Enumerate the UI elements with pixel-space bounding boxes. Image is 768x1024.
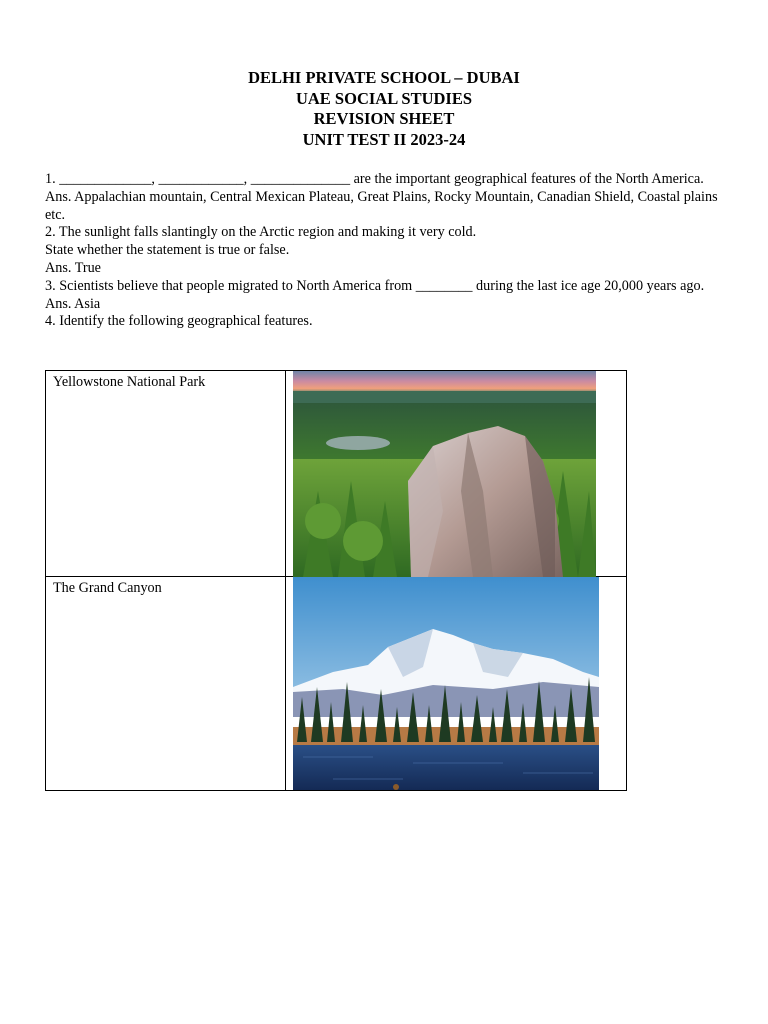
questions-section [45,171,725,331]
table-row [46,371,626,577]
question-2-instruction: State whether the statement is true or false. [45,242,290,259]
document-type: REVISION SHEET [313,109,455,128]
answer-1: Ans. Appalachian mountain, Central Mexican Plateau, Great Plains, Rocky Mountain, Canadian Shield, Coastal plains etc. [45,188,718,223]
answer-2: Ans. True [45,259,101,276]
snowy-mountain-lake-photo [293,577,599,790]
feature-label: Yellowstone National Park [46,371,286,576]
features-table [45,370,627,791]
table-row [46,577,626,790]
feature-image-cell [286,577,626,790]
rocky-forest-landscape-photo [293,371,596,577]
question-1: 1. _____________, ____________, ______________ are the important geographical features of the North America. [45,171,704,187]
feature-image-cell [286,371,626,576]
subject-title: UAE SOCIAL STUDIES [295,88,473,108]
answer-3: Ans. Asia [45,295,101,312]
school-name: DELHI PRIVATE SCHOOL – DUBAI [248,68,520,87]
question-3: 3. Scientists believe that people migrated to North America from ________ during the last ice age 20,000 years ago. [45,277,705,294]
test-title: UNIT TEST II 2023-24 [302,129,466,149]
question-2: 2. The sunlight falls slantingly on the Arctic region and making it very cold. [45,224,477,241]
document-header [0,68,768,150]
question-4: 4. Identify the following geographical features. [45,313,313,330]
feature-label: The Grand Canyon [46,577,286,790]
